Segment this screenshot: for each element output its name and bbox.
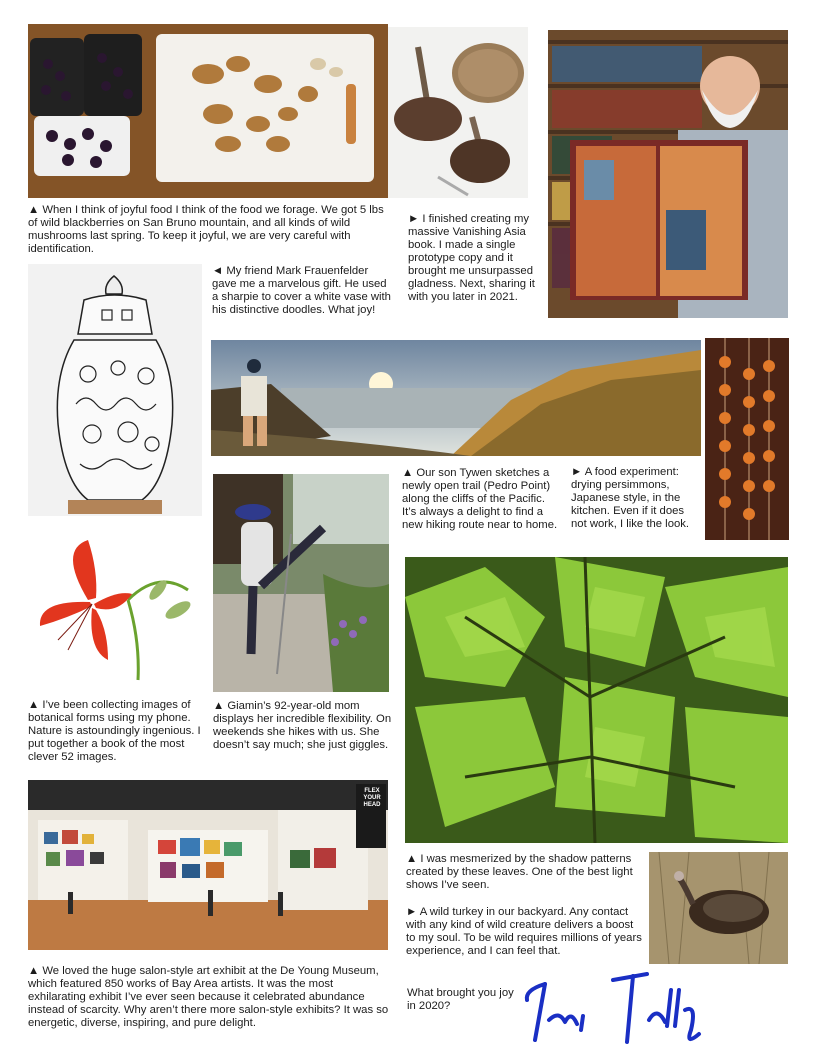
caption-trail: ▲ Our son Tywen sketches a newly open trail (Pedro Point) along the cliffs of the Pacific. It’s always a delight to find a new hiking route near to home. (402, 467, 558, 531)
caption-mom: ▲ Giamin’s 92-year-old mom displays her incredible flexibility. On weekends she hikes with us. She doesn’t say much; she just giggles. (213, 700, 392, 751)
photo-leaves (405, 557, 788, 843)
photo-botanical-lily (28, 530, 208, 690)
photo-art-exhibit (28, 780, 388, 950)
photo-book (548, 30, 788, 318)
photo-mushrooms (388, 27, 528, 198)
caption-turkey: ► A wild turkey in our backyard. Any contact with any kind of wild creature delivers a boost to my soul. To be wild requires millions of years experience, and I can feel that. (406, 906, 642, 957)
photo-trail-panorama (211, 340, 701, 456)
photo-berries-mushrooms (28, 24, 388, 198)
photo-wild-turkey (649, 852, 788, 964)
signature (515, 970, 715, 1050)
caption-botanical: ▲ I’ve been collecting images of botanical forms using my phone. Nature is astoundingly ingenious. I put together a book of the most clever 52 images. (28, 699, 201, 763)
poster-text: FLEX YOUR HEAD (363, 788, 381, 808)
photo-persimmons (705, 338, 789, 540)
photo-doodle-vase (28, 264, 202, 516)
caption-persimmons: ► A food experiment: drying persimmons, Japanese style, in the kitchen. Even if it does not work, I like the look. (571, 466, 690, 530)
caption-exhibit: ▲ We loved the huge salon-style art exhibit at the De Young Museum, which featured 850 works of Bay Area artists. It was the most exhilarating exhibit I’ve ever seen because it celebrated abundance instead of scarcity. Why aren’t there more salon-style exhibits? It was so energetic, diverse, inspiring, and pure delight. (28, 965, 389, 1029)
photo-mom-flexibility (213, 474, 389, 692)
closing-question: What brought you joy in 2020? (407, 987, 514, 1012)
caption-leaves: ▲ I was mesmerized by the shadow patterns created by these leaves. One of the best light shows I’ve seen. (406, 853, 633, 891)
caption-book: ► I finished creating my massive Vanishing Asia book. I made a single prototype copy and it brought me unsurpassed gladness. Next, sharing it with you later in 2021. (408, 213, 535, 303)
caption-food: ▲ When I think of joyful food I think of the food we forage. We got 5 lbs of wild blackberries on San Bruno mountain, and all kinds of wild mushrooms last spring. To keep it joyful, we are very careful with identification. (28, 204, 384, 255)
caption-vase: ◄ My friend Mark Frauenfelder gave me a marvelous gift. He used a sharpie to cover a white vase with his distinctive doodles. What joy! (212, 265, 391, 316)
